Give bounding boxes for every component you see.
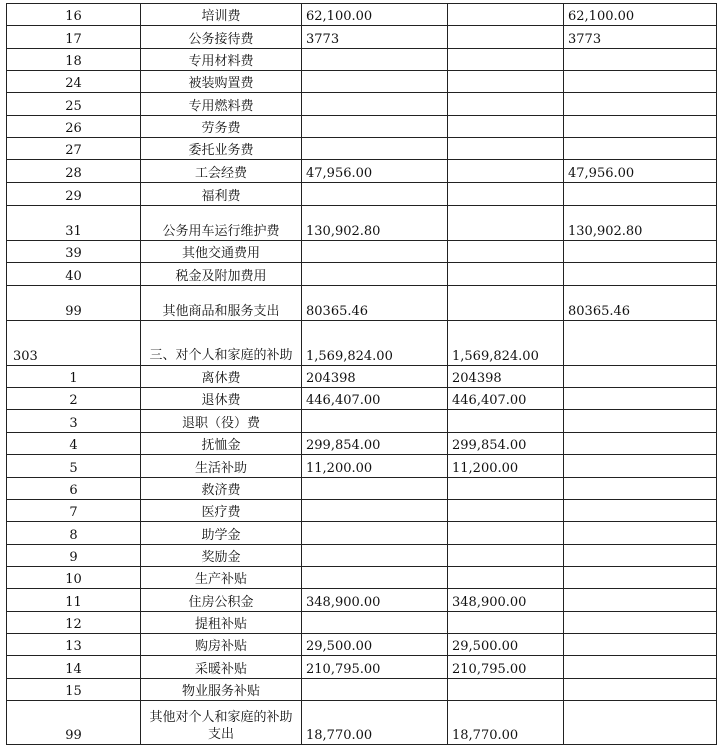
row-basic-cell bbox=[448, 567, 564, 589]
table-row bbox=[7, 286, 717, 321]
row-project-cell: 47,956.00 bbox=[564, 160, 717, 183]
row-basic-cell: 204398 bbox=[448, 366, 564, 388]
row-basic-cell bbox=[448, 138, 564, 160]
row-name-cell: 专用燃料费 bbox=[141, 93, 302, 116]
row-project-cell bbox=[564, 138, 717, 160]
row-project-cell: 80365.46 bbox=[564, 286, 717, 321]
table-row bbox=[7, 656, 717, 679]
row-project-cell bbox=[564, 701, 717, 745]
row-code-cell: 9 bbox=[7, 545, 141, 567]
row-basic-cell bbox=[448, 410, 564, 433]
row-code-cell: 18 bbox=[7, 49, 141, 71]
row-name-cell: 生活补助 bbox=[141, 455, 302, 478]
row-name-cell: 采暖补贴 bbox=[141, 656, 302, 679]
table-body bbox=[7, 4, 717, 745]
row-total-cell: 1,569,824.00 bbox=[302, 321, 448, 366]
table-row bbox=[7, 679, 717, 701]
row-project-cell bbox=[564, 545, 717, 567]
row-basic-cell bbox=[448, 160, 564, 183]
row-total-cell bbox=[302, 612, 448, 634]
row-code-cell: 2 bbox=[7, 388, 141, 410]
table-row bbox=[7, 71, 717, 93]
row-name-cell: 住房公积金 bbox=[141, 589, 302, 612]
row-code-cell: 26 bbox=[7, 116, 141, 138]
row-project-cell bbox=[564, 93, 717, 116]
row-basic-cell bbox=[448, 522, 564, 545]
row-name-cell: 助学金 bbox=[141, 522, 302, 545]
row-total-cell bbox=[302, 138, 448, 160]
table-row bbox=[7, 160, 717, 183]
row-total-cell bbox=[302, 679, 448, 701]
row-project-cell bbox=[564, 567, 717, 589]
row-name-cell: 税金及附加费用 bbox=[141, 263, 302, 286]
row-name-cell: 退休费 bbox=[141, 388, 302, 410]
table-row bbox=[7, 522, 717, 545]
row-code-cell: 25 bbox=[7, 93, 141, 116]
row-basic-cell bbox=[448, 93, 564, 116]
row-code-cell: 24 bbox=[7, 71, 141, 93]
row-total-cell: 348,900.00 bbox=[302, 589, 448, 612]
table-row bbox=[7, 321, 717, 366]
row-total-cell bbox=[302, 49, 448, 71]
row-total-cell bbox=[302, 116, 448, 138]
row-name-cell: 公务接待费 bbox=[141, 26, 302, 49]
row-project-cell: 62,100.00 bbox=[564, 4, 717, 26]
table-row bbox=[7, 26, 717, 49]
row-total-cell: 29,500.00 bbox=[302, 634, 448, 656]
table-row bbox=[7, 589, 717, 612]
row-project-cell bbox=[564, 433, 717, 455]
row-code-cell: 12 bbox=[7, 612, 141, 634]
row-name-cell: 培训费 bbox=[141, 4, 302, 26]
row-code-cell: 29 bbox=[7, 183, 141, 206]
table-row bbox=[7, 263, 717, 286]
row-name-cell: 救济费 bbox=[141, 478, 302, 500]
row-name-cell: 生产补贴 bbox=[141, 567, 302, 589]
row-basic-cell: 446,407.00 bbox=[448, 388, 564, 410]
row-total-cell: 204398 bbox=[302, 366, 448, 388]
row-basic-cell bbox=[448, 71, 564, 93]
row-basic-cell: 18,770.00 bbox=[448, 701, 564, 745]
row-total-cell: 80365.46 bbox=[302, 286, 448, 321]
table-row bbox=[7, 93, 717, 116]
table-row bbox=[7, 183, 717, 206]
row-basic-cell: 299,854.00 bbox=[448, 433, 564, 455]
row-total-cell: 299,854.00 bbox=[302, 433, 448, 455]
row-total-cell: 3773 bbox=[302, 26, 448, 49]
row-basic-cell: 1,569,824.00 bbox=[448, 321, 564, 366]
row-project-cell bbox=[564, 612, 717, 634]
row-total-cell: 130,902.80 bbox=[302, 206, 448, 241]
table-row bbox=[7, 701, 717, 745]
row-name-cell: 福利费 bbox=[141, 183, 302, 206]
row-name-cell: 专用材料费 bbox=[141, 49, 302, 71]
row-total-cell bbox=[302, 567, 448, 589]
row-basic-cell bbox=[448, 4, 564, 26]
row-project-cell bbox=[564, 321, 717, 366]
row-name-cell: 其他交通费用 bbox=[141, 241, 302, 263]
row-basic-cell: 210,795.00 bbox=[448, 656, 564, 679]
row-total-cell: 446,407.00 bbox=[302, 388, 448, 410]
row-basic-cell bbox=[448, 183, 564, 206]
row-total-cell bbox=[302, 183, 448, 206]
row-code-cell: 6 bbox=[7, 478, 141, 500]
row-total-cell bbox=[302, 478, 448, 500]
row-project-cell bbox=[564, 116, 717, 138]
row-project-cell bbox=[564, 500, 717, 522]
row-basic-cell bbox=[448, 241, 564, 263]
row-project-cell bbox=[564, 49, 717, 71]
row-name-cell: 购房补贴 bbox=[141, 634, 302, 656]
row-project-cell bbox=[564, 522, 717, 545]
row-name-cell: 其他对个人和家庭的补助支出 bbox=[141, 701, 302, 745]
table-row bbox=[7, 366, 717, 388]
row-total-cell bbox=[302, 263, 448, 286]
row-name-cell: 医疗费 bbox=[141, 500, 302, 522]
row-project-cell bbox=[564, 388, 717, 410]
row-basic-cell bbox=[448, 286, 564, 321]
table-row bbox=[7, 612, 717, 634]
row-basic-cell bbox=[448, 612, 564, 634]
row-basic-cell bbox=[448, 478, 564, 500]
row-code-cell: 99 bbox=[7, 701, 141, 745]
row-code-cell: 31 bbox=[7, 206, 141, 241]
row-project-cell: 130,902.80 bbox=[564, 206, 717, 241]
row-code-cell: 1 bbox=[7, 366, 141, 388]
table-row bbox=[7, 500, 717, 522]
row-code-cell: 39 bbox=[7, 241, 141, 263]
row-project-cell bbox=[564, 183, 717, 206]
table-row bbox=[7, 206, 717, 241]
row-code-cell: 10 bbox=[7, 567, 141, 589]
table-row bbox=[7, 478, 717, 500]
row-basic-cell bbox=[448, 545, 564, 567]
row-code-cell: 5 bbox=[7, 455, 141, 478]
row-total-cell: 47,956.00 bbox=[302, 160, 448, 183]
row-code-cell: 14 bbox=[7, 656, 141, 679]
row-name-cell: 抚恤金 bbox=[141, 433, 302, 455]
row-code-cell: 28 bbox=[7, 160, 141, 183]
row-project-cell bbox=[564, 71, 717, 93]
row-name-cell: 工会经费 bbox=[141, 160, 302, 183]
row-basic-cell bbox=[448, 679, 564, 701]
row-code-cell: 8 bbox=[7, 522, 141, 545]
row-project-cell bbox=[564, 478, 717, 500]
row-code-cell: 99 bbox=[7, 286, 141, 321]
row-total-cell: 210,795.00 bbox=[302, 656, 448, 679]
row-name-cell: 三、对个人和家庭的补助 bbox=[141, 321, 302, 366]
row-name-cell: 退职（役）费 bbox=[141, 410, 302, 433]
row-code-cell: 15 bbox=[7, 679, 141, 701]
row-total-cell: 62,100.00 bbox=[302, 4, 448, 26]
row-name-cell: 公务用车运行维护费 bbox=[141, 206, 302, 241]
row-basic-cell bbox=[448, 263, 564, 286]
row-basic-cell bbox=[448, 206, 564, 241]
row-code-cell: 303 bbox=[7, 321, 141, 366]
row-basic-cell bbox=[448, 116, 564, 138]
row-name-cell: 奖励金 bbox=[141, 545, 302, 567]
row-project-cell: 3773 bbox=[564, 26, 717, 49]
row-basic-cell bbox=[448, 500, 564, 522]
row-total-cell bbox=[302, 522, 448, 545]
table-row bbox=[7, 116, 717, 138]
row-code-cell: 3 bbox=[7, 410, 141, 433]
row-code-cell: 40 bbox=[7, 263, 141, 286]
table-row bbox=[7, 567, 717, 589]
row-project-cell bbox=[564, 656, 717, 679]
row-code-cell: 4 bbox=[7, 433, 141, 455]
row-project-cell bbox=[564, 241, 717, 263]
row-code-cell: 7 bbox=[7, 500, 141, 522]
row-name-cell: 委托业务费 bbox=[141, 138, 302, 160]
row-total-cell bbox=[302, 241, 448, 263]
table-row bbox=[7, 4, 717, 26]
table-row bbox=[7, 634, 717, 656]
table-row bbox=[7, 241, 717, 263]
row-project-cell bbox=[564, 634, 717, 656]
row-project-cell bbox=[564, 589, 717, 612]
table-row bbox=[7, 138, 717, 160]
row-basic-cell: 348,900.00 bbox=[448, 589, 564, 612]
table-row bbox=[7, 455, 717, 478]
row-name-cell: 被装购置费 bbox=[141, 71, 302, 93]
row-project-cell bbox=[564, 410, 717, 433]
row-project-cell bbox=[564, 679, 717, 701]
row-total-cell bbox=[302, 93, 448, 116]
row-total-cell bbox=[302, 500, 448, 522]
row-basic-cell bbox=[448, 26, 564, 49]
row-name-cell: 劳务费 bbox=[141, 116, 302, 138]
row-code-cell: 13 bbox=[7, 634, 141, 656]
row-name-cell: 提租补贴 bbox=[141, 612, 302, 634]
row-total-cell bbox=[302, 71, 448, 93]
table-row bbox=[7, 388, 717, 410]
row-basic-cell: 11,200.00 bbox=[448, 455, 564, 478]
table-row bbox=[7, 545, 717, 567]
row-total-cell: 18,770.00 bbox=[302, 701, 448, 745]
row-project-cell bbox=[564, 366, 717, 388]
table-row bbox=[7, 433, 717, 455]
row-code-cell: 11 bbox=[7, 589, 141, 612]
row-name-cell: 其他商品和服务支出 bbox=[141, 286, 302, 321]
table-row bbox=[7, 49, 717, 71]
row-code-cell: 16 bbox=[7, 4, 141, 26]
table-row bbox=[7, 410, 717, 433]
row-code-cell: 27 bbox=[7, 138, 141, 160]
row-basic-cell bbox=[448, 49, 564, 71]
row-project-cell bbox=[564, 455, 717, 478]
row-code-cell: 17 bbox=[7, 26, 141, 49]
expenditure-table bbox=[6, 3, 717, 745]
row-total-cell: 11,200.00 bbox=[302, 455, 448, 478]
row-project-cell bbox=[564, 263, 717, 286]
row-basic-cell: 29,500.00 bbox=[448, 634, 564, 656]
row-name-cell: 物业服务补贴 bbox=[141, 679, 302, 701]
row-total-cell bbox=[302, 410, 448, 433]
row-name-cell: 离休费 bbox=[141, 366, 302, 388]
row-total-cell bbox=[302, 545, 448, 567]
